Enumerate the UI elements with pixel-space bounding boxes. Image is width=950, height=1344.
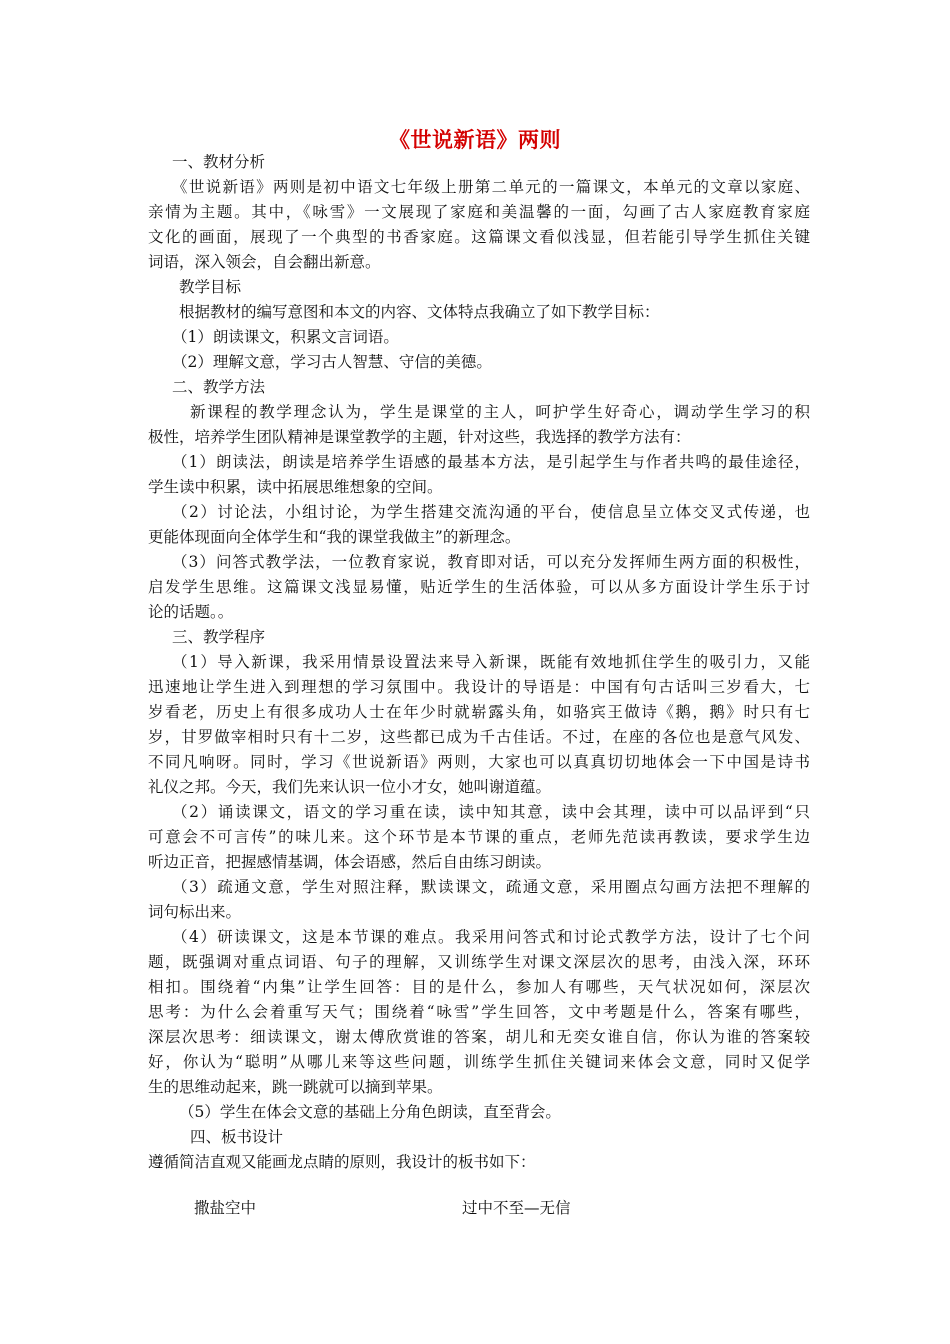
paragraph-line: 学生读中积累，读中拓展思维想象的空间。 [148, 478, 443, 496]
paragraph-line: 题，既强调对重点词语、句子的理解，又训练学生对课文深层次的思考，由浅入深，环环 [148, 953, 810, 971]
list-item: （3）疏通文意，学生对照注释，默读课文，疏通文意，采用圈点勾画方法把不理解的 [172, 878, 810, 896]
paragraph-line: 迅速地让学生进入到理想的学习氛围中。我设计的导语是：中国有句古话叫三岁看大，七 [148, 678, 810, 696]
list-item: （4）研读课文，这是本节课的难点。我采用问答式和讨论式教学方法，设计了七个问 [172, 928, 810, 946]
paragraph-line: 相扣。围绕着“内集”让学生回答：目的是什么，参加人有哪些，天气状况如何，深层次 [148, 978, 810, 996]
paragraph-line: 岁看老，历史上有很多成功人士在年少时就崭露头角，如骆宾王做诗《鹅，鹅》时只有七 [148, 703, 810, 721]
paragraph-line: 生的思维动起来，跳一跳就可以摘到苹果。 [148, 1078, 443, 1096]
list-item: （1）导入新课，我采用情景设置法来导入新课，既能有效地抓住学生的吸引力，又能 [172, 653, 810, 671]
paragraph-line: 文化的画面，展现了一个典型的书香家庭。这篇课文看似浅显，但若能引导学生抓住关键 [148, 228, 810, 246]
section-heading: 三、教学程序 [172, 628, 266, 646]
paragraph-line: 词句标出来。 [148, 903, 242, 921]
paragraph-line: 好，你认为“聪明”从哪儿来等这些问题，训练学生抓住关键词来体会文意，同时又促学 [148, 1053, 810, 1071]
paragraph-line: 听边正音，把握感情基调，体会语感，然后自由练习朗读。 [148, 853, 552, 871]
board-right-text: 过中不至—无信 [462, 1199, 571, 1217]
paragraph-line: 启发学生思维。这篇课文浅显易懂，贴近学生的生活体验，可以从多方面设计学生乐于讨 [148, 578, 810, 596]
paragraph-line: 《世说新语》两则是初中语文七年级上册第二单元的一篇课文，本单元的文章以家庭、 [172, 178, 810, 196]
paragraph-line: 亲情为主题。其中，《咏雪》一文展现了家庭和美温馨的一面，勾画了古人家庭教育家庭 [148, 203, 810, 221]
paragraph-line: 遵循简洁直观又能画龙点睛的原则，我设计的板书如下： [148, 1153, 536, 1171]
paragraph-line: 词语，深入领会，自会翻出新意。 [148, 253, 381, 271]
section-heading: 教学目标 [179, 278, 242, 296]
paragraph-line: 新课程的教学理念认为，学生是课堂的主人，呵护学生好奇心，调动学生学习的积 [190, 403, 810, 421]
list-item: （5）学生在体会文意的基础上分角色朗读，直至背会。 [179, 1103, 561, 1121]
board-left-text: 撒盐空中 [194, 1199, 257, 1217]
paragraph-line: 论的话题。。 [148, 603, 234, 621]
paragraph-line: 深层次思考：细读课文，谢太傅欣赏谁的答案，胡儿和无奕女谁自信，你认为谁的答案较 [148, 1028, 810, 1046]
paragraph-line: 极性，培养学生团队精神是课堂教学的主题，针对这些，我选择的教学方法有： [148, 428, 691, 446]
section-heading: 二、教学方法 [172, 378, 266, 396]
list-item: （2）理解文意，学习古人智慧、守信的美德。 [172, 353, 492, 371]
list-item: （1）朗读法，朗读是培养学生语感的最基本方法，是引起学生与作者共鸣的最佳途径， [172, 453, 810, 471]
paragraph-line: 根据教材的编写意图和本文的内容、文体特点我确立了如下教学目标： [179, 303, 660, 321]
paragraph-line: 礼仪之邦。今天，我们先来认识一位小才女，她叫谢道蕴。 [148, 778, 552, 796]
paragraph-line: 思考：为什么会着重写天气；围绕着“咏雪”学生回答，文中考题是什么，答案有哪些， [148, 1003, 810, 1021]
paragraph-line: 岁，甘罗做宰相时只有十二岁，这些都已成为千古佳话。不过，在座的各位也是意气风发、 [148, 728, 810, 746]
paragraph-line: 更能体现面向全体学生和“我的课堂我做主”的新理念。 [148, 528, 521, 546]
list-item: （1）朗读课文，积累文言词语。 [172, 328, 399, 346]
paragraph-line: 可意会不可言传”的味儿来。这个环节是本节课的重点，老师先范读再教读，要求学生边 [148, 828, 810, 846]
section-heading: 一、教材分析 [172, 153, 266, 171]
list-item: （3）问答式教学法，一位教育家说，教育即对话，可以充分发挥师生两方面的积极性， [172, 553, 810, 571]
list-item: （2）诵读课文，语文的学习重在读，读中知其意，读中会其理，读中可以品评到“只 [172, 803, 810, 821]
list-item: （2）讨论法，小组讨论，为学生搭建交流沟通的平台，使信息呈立体交叉式传递，也 [172, 503, 810, 521]
section-heading: 四、板书设计 [190, 1128, 284, 1146]
page-title: 《世说新语》两则 [389, 127, 561, 152]
paragraph-line: 不同凡响呀。同时，学习《世说新语》两则，大家也可以真真切切地体会一下中国是诗书 [148, 753, 810, 771]
